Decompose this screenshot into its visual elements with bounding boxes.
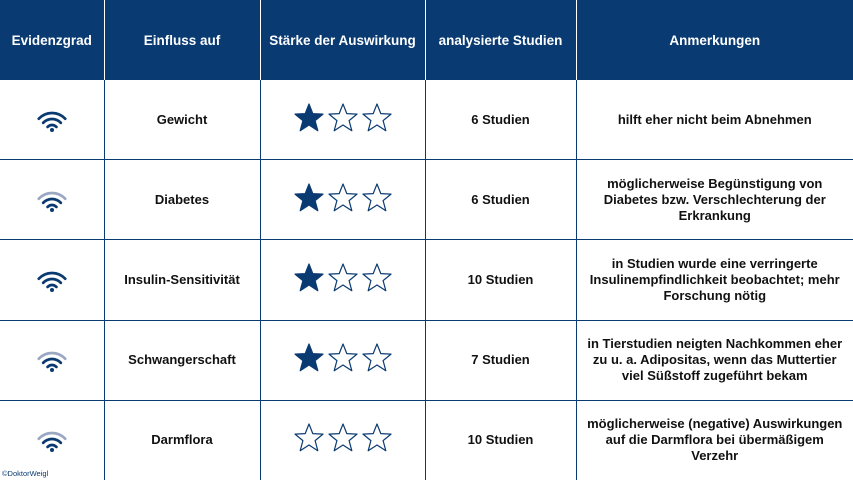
header-strength: Stärke der Auswirkung — [260, 0, 425, 80]
header-row — [0, 0, 853, 80]
wifi-signal-icon — [8, 266, 96, 294]
studies-cell: 6 Studien — [425, 160, 576, 240]
table-row — [0, 240, 853, 320]
strength-cell — [260, 80, 425, 160]
wifi-arc — [43, 119, 61, 123]
wifi-dot — [50, 448, 54, 452]
star-empty-icon — [327, 182, 359, 214]
studies-cell: 10 Studien — [425, 400, 576, 480]
strength-cell — [260, 320, 425, 400]
evidence-cell — [0, 320, 104, 400]
table-row — [0, 400, 853, 480]
wifi-arc — [43, 199, 61, 203]
star-rating — [293, 342, 393, 374]
studies-cell: 6 Studien — [425, 80, 576, 160]
topic-cell: Diabetes — [104, 160, 260, 240]
star-filled-icon — [293, 102, 325, 134]
strength-cell — [260, 400, 425, 480]
table-row — [0, 80, 853, 160]
studies-cell: 7 Studien — [425, 320, 576, 400]
topic-cell: Schwangerschaft — [104, 320, 260, 400]
evidence-cell — [0, 80, 104, 160]
star-empty-icon — [361, 102, 393, 134]
star-rating — [293, 182, 393, 214]
star-filled-icon — [293, 342, 325, 374]
star-filled-icon — [293, 262, 325, 294]
star-rating — [293, 102, 393, 134]
wifi-dot — [50, 368, 54, 372]
wifi-arc — [47, 445, 56, 447]
wifi-signal-icon — [8, 346, 96, 374]
wifi-dot — [50, 288, 54, 292]
star-empty-icon — [327, 262, 359, 294]
star-rating — [293, 422, 393, 454]
star-empty-icon — [327, 422, 359, 454]
star-empty-icon — [293, 422, 325, 454]
star-empty-icon — [361, 262, 393, 294]
note-cell: hilft eher nicht beim Abnehmen — [576, 80, 853, 160]
wifi-signal-graphic — [35, 426, 69, 454]
evidence-cell — [0, 240, 104, 320]
copyright-label: ©DoktorWeigl — [2, 469, 49, 478]
wifi-arc — [43, 359, 61, 363]
wifi-dot — [50, 208, 54, 212]
wifi-signal-graphic — [35, 266, 69, 294]
wifi-arc — [43, 279, 61, 283]
wifi-signal-icon — [8, 426, 96, 454]
header-influence: Einfluss auf — [104, 0, 260, 80]
table-row — [0, 320, 853, 400]
wifi-signal-icon — [8, 106, 96, 134]
star-filled-icon — [293, 182, 325, 214]
table-row — [0, 160, 853, 240]
topic-cell: Insulin-Sensitivität — [104, 240, 260, 320]
header-studies: analysierte Studien — [425, 0, 576, 80]
wifi-signal-graphic — [35, 346, 69, 374]
star-empty-icon — [361, 342, 393, 374]
strength-cell — [260, 240, 425, 320]
note-cell: möglicherweise (negative) Auswirkungen auf die Darmflora bei übermäßigem Verzehr — [587, 416, 843, 464]
studies-cell: 10 Studien — [425, 240, 576, 320]
wifi-dot — [50, 128, 54, 132]
header-evidence: Evidenzgrad — [0, 0, 104, 80]
evidence-cell — [0, 160, 104, 240]
wifi-signal-graphic — [35, 106, 69, 134]
topic-cell: Darmflora — [104, 400, 260, 480]
note-cell: in Tierstudien neigten Nachkommen eher zu u. a. Adipositas, wenn das Muttertier viel Süßstoff zugeführt bekam — [576, 320, 853, 400]
wifi-signal-graphic — [35, 186, 69, 214]
star-empty-icon — [361, 182, 393, 214]
strength-cell — [260, 160, 425, 240]
wifi-arc — [43, 439, 61, 443]
wifi-signal-icon — [8, 186, 96, 214]
star-empty-icon — [327, 102, 359, 134]
wifi-arc — [47, 205, 56, 207]
note-cell: in Studien wurde eine verringerte Insulinempfindlichkeit beobachtet; mehr Forschung nötig — [576, 240, 853, 320]
star-rating — [293, 262, 393, 294]
wifi-arc — [47, 125, 56, 127]
star-empty-icon — [361, 422, 393, 454]
wifi-arc — [47, 365, 56, 367]
topic-cell: Gewicht — [104, 80, 260, 160]
note-cell: möglicherweise Begünstigung von Diabetes bzw. Verschlechterung der Erkrankung — [576, 160, 853, 240]
header-notes: Anmerkungen — [576, 0, 853, 80]
wifi-arc — [47, 285, 56, 287]
star-empty-icon — [327, 342, 359, 374]
